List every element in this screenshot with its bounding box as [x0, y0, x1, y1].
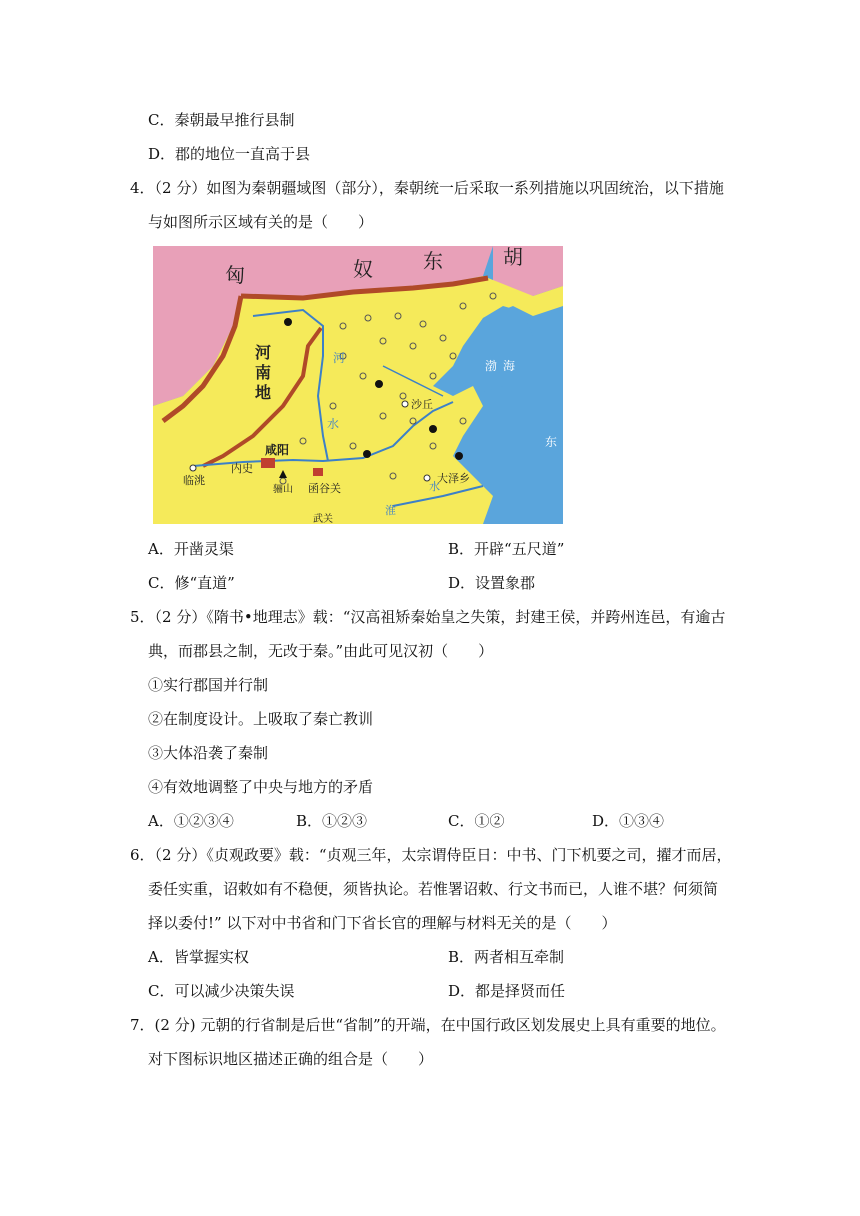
map-label-shui: 水	[327, 417, 340, 431]
q5-item-4: ④有效地调整了中央与地方的矛盾	[148, 778, 374, 796]
map-label-lishan: 骊山	[273, 484, 293, 495]
map-label-he: 河	[333, 351, 346, 365]
q5-item-3: ③大体沿袭了秦制	[148, 744, 269, 762]
q4-stem-line1: 4．（2 分）如图为秦朝疆域图（部分），秦朝统一后采取一系列措施以巩固统治，以下措施	[130, 179, 724, 197]
xianyang-marker	[261, 458, 275, 468]
map-label-bohai-1: 渤	[485, 359, 498, 373]
map-label-huai-shui: 水	[429, 480, 440, 493]
map-label-dong: 东	[423, 249, 443, 273]
q5-item-2: ②在制度设计。上吸取了秦亡教训	[148, 710, 374, 728]
q6-option-b: B．两者相互牵制	[448, 948, 565, 966]
hanguguan-marker	[313, 468, 323, 476]
map-label-nu: 奴	[353, 257, 373, 281]
q5-item-1: ①实行郡国并行制	[148, 676, 269, 694]
q7-stem-line1: 7．(2 分) 元朝的行省制是后世“省制”的开端，在中国行政区划发展史上具有重要的地位。	[130, 1016, 726, 1034]
map-label-wuguan: 武关	[313, 514, 333, 524]
map-label-bohai-2: 海	[503, 359, 516, 373]
q6-option-a: A．皆掌握实权	[148, 948, 249, 966]
map-label-hu: 胡	[503, 246, 523, 269]
q4-option-b: B．开辟“五尺道”	[448, 540, 565, 558]
map-label-lintao: 临洮	[183, 474, 205, 487]
q5-option-c: C．①②	[448, 812, 505, 830]
q5-option-d: D．①③④	[592, 812, 665, 830]
q4-option-a: A．开凿灵渠	[148, 540, 234, 558]
q6-option-d: D．都是择贤而任	[448, 982, 566, 1000]
q4-stem-line2: 与如图所示区域有关的是（ ）	[148, 213, 374, 231]
map-label-shaqiu: 沙丘	[411, 398, 433, 411]
map-label-dazexiang: 大泽乡	[437, 472, 470, 485]
map-label-east-sea: 东	[545, 435, 558, 449]
lintao-marker	[190, 465, 196, 471]
q6-stem-line1: 6．（2 分）《贞观政要》载：“贞观三年，太宗谓侍臣日：中书、门下机要之司，擢才而居，	[130, 846, 732, 864]
q4-option-c: C．修“直道”	[148, 574, 235, 592]
map-label-neishi: 内史	[231, 462, 253, 475]
q5-stem-line1: 5．（2 分）《隋书•地理志》载：“汉高祖矫秦始皇之失策，封建王侯，并跨州连邑，有逾古	[130, 608, 726, 626]
map-label-henandi-3: 地	[255, 383, 272, 402]
q7-stem-line2: 对下图标识地区描述正确的组合是（ ）	[148, 1050, 434, 1068]
map-label-xiong: 匈	[225, 263, 245, 287]
q6-stem-line3: 择以委付!” 以下对中书省和门下省长官的理解与材料无关的是（ ）	[148, 914, 617, 932]
q5-option-b: B．①②③	[296, 812, 368, 830]
q5-stem-line2: 典，而郡县之制，无改于秦。”由此可见汉初（ ）	[148, 642, 494, 660]
q3-option-c: C．秦朝最早推行县制	[148, 111, 295, 129]
q4-option-d: D．设置象郡	[448, 574, 536, 592]
map-label-xianyang: 咸阳	[265, 443, 290, 457]
map-label-henandi-2: 南	[255, 363, 272, 382]
q3-option-d: D．郡的地位一直高于县	[148, 145, 311, 163]
map-label-henandi-1: 河	[255, 343, 272, 362]
q6-option-c: C．可以减少决策失误	[148, 982, 295, 1000]
qin-territory-map	[153, 246, 563, 524]
q6-stem-line2: 委任实重，诏敕如有不稳便，须皆执论。若惟署诏敕、行文书而已，人谁不堪？何须简	[148, 880, 719, 898]
map-label-huai: 淮	[385, 504, 396, 517]
q5-option-a: A．①②③④	[148, 812, 234, 830]
shaqiu-marker	[402, 401, 408, 407]
map-label-hanguguan: 函谷关	[308, 482, 341, 495]
